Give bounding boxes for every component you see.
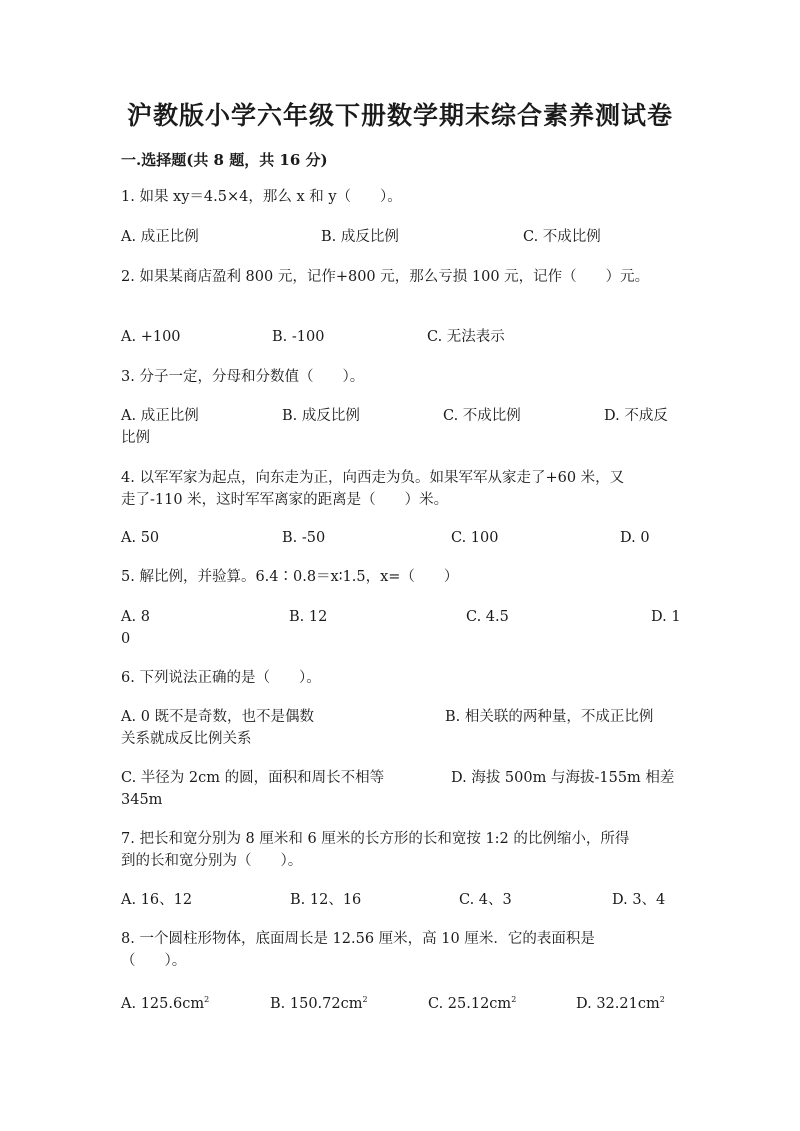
question-6-option-a[interactable]: A. 0 既不是奇数，也不是偶数 xyxy=(121,709,315,725)
question-7-option-c[interactable]: C. 4、3 xyxy=(459,892,512,908)
question-3-option-b[interactable]: B. 成反比例 xyxy=(282,408,360,424)
question-8-stem-line-2: （ ）。 xyxy=(121,953,187,969)
question-8-stem-line-1: 8. 一个圆柱形物体，底面周长是 12.56 厘米，高 10 厘米．它的表面积是 xyxy=(121,931,595,947)
question-8-option-d[interactable] xyxy=(576,990,665,1014)
question-3-option-c[interactable]: C. 不成比例 xyxy=(443,408,521,424)
question-8-option-c[interactable] xyxy=(428,990,516,1014)
option-text: A. 125.6cm xyxy=(121,996,205,1012)
question-4-option-d[interactable]: D. 0 xyxy=(620,530,650,546)
question-8-option-b[interactable] xyxy=(270,990,368,1014)
question-5-option-d-wrap: 0 xyxy=(121,631,131,647)
question-7-stem-line-2: 到的长和宽分别为（ ）。 xyxy=(121,853,303,869)
area-unit-superscript: 2 xyxy=(659,995,665,1004)
question-4-stem-line-1: 4. 以军军家为起点，向东走为正，向西走为负。如果军军从家走了+60 米，又 xyxy=(121,470,625,486)
question-6-option-d-wrap: 345m xyxy=(121,792,163,808)
question-4-option-a[interactable]: A. 50 xyxy=(121,530,160,546)
question-5-option-d[interactable]: D. 1 xyxy=(651,609,681,625)
question-5-option-b[interactable]: B. 12 xyxy=(289,609,328,625)
question-5-option-c[interactable]: C. 4.5 xyxy=(466,609,509,625)
question-3-stem: 3. 分子一定，分母和分数值（ ）。 xyxy=(121,369,365,385)
question-1-option-c[interactable]: C. 不成比例 xyxy=(523,229,601,245)
question-5-stem: 5. 解比例，并验算。6.4∶0.8＝x∶1.5，x=（ ） xyxy=(121,569,459,585)
question-1-stem: 1. 如果 xy＝4.5×4，那么 x 和 y（ ）。 xyxy=(121,189,402,205)
question-3-option-a[interactable]: A. 成正比例 xyxy=(121,408,199,424)
section-heading: 一.选择题(共 8 题，共 16 分) xyxy=(121,151,328,169)
option-text: B. 150.72cm xyxy=(270,996,363,1012)
question-2-option-b[interactable]: B. -100 xyxy=(272,329,325,345)
question-7-option-a[interactable]: A. 16、12 xyxy=(121,892,193,908)
question-4-option-b[interactable]: B. -50 xyxy=(282,530,326,546)
question-3-option-d[interactable]: D. 不成反 xyxy=(604,408,668,424)
question-4-option-c[interactable]: C. 100 xyxy=(451,530,499,546)
area-unit-superscript: 2 xyxy=(511,995,517,1004)
question-8-option-a[interactable] xyxy=(121,990,209,1014)
question-6-option-c[interactable]: C. 半径为 2cm 的圆，面积和周长不相等 xyxy=(121,770,385,786)
question-7-stem-line-1: 7. 把长和宽分别为 8 厘米和 6 厘米的长方形的长和宽按 1:2 的比例缩小，所得 xyxy=(121,831,630,847)
exam-title: 沪教版小学六年级下册数学期末综合素养测试卷 xyxy=(126,101,673,130)
question-3-option-d-wrap: 比例 xyxy=(121,430,150,446)
option-text: D. 32.21cm xyxy=(576,996,660,1012)
area-unit-superscript: 2 xyxy=(362,995,368,1004)
option-text: C. 25.12cm xyxy=(428,996,512,1012)
question-1-option-a[interactable]: A. 成正比例 xyxy=(121,229,199,245)
question-7-option-d[interactable]: D. 3、4 xyxy=(612,892,666,908)
question-7-option-b[interactable]: B. 12、16 xyxy=(290,892,362,908)
question-4-stem-line-2: 走了-110 米，这时军军离家的距离是（ ）米。 xyxy=(121,492,449,508)
question-6-stem: 6. 下列说法正确的是（ ）。 xyxy=(121,670,321,686)
question-1-option-b[interactable]: B. 成反比例 xyxy=(321,229,399,245)
question-2-stem: 2. 如果某商店盈利 800 元，记作+800 元，那么亏损 100 元，记作（ ）元。 xyxy=(121,269,650,285)
question-5-option-a[interactable]: A. 8 xyxy=(121,609,150,625)
question-2-option-c[interactable]: C. 无法表示 xyxy=(427,329,505,345)
area-unit-superscript: 2 xyxy=(204,995,210,1004)
question-6-option-d[interactable]: D. 海拔 500m 与海拔-155m 相差 xyxy=(451,770,675,786)
question-6-option-b-wrap: 关系就成反比例关系 xyxy=(121,731,252,747)
question-6-option-b[interactable]: B. 相关联的两种量，不成正比例 xyxy=(445,709,654,725)
question-2-option-a[interactable]: A. +100 xyxy=(121,329,181,345)
